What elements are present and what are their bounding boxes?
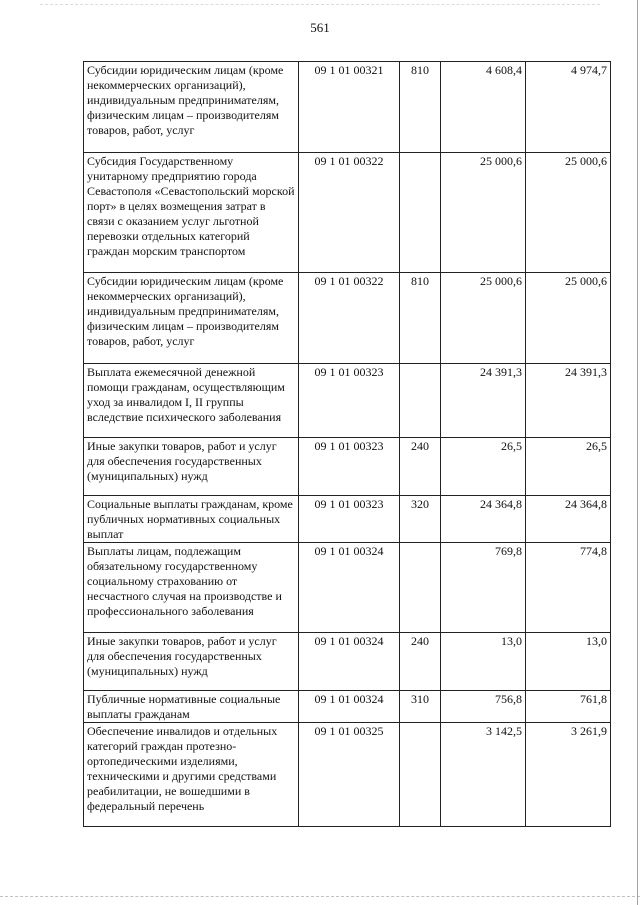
row-value-2: 25 000,6 [526, 273, 611, 364]
row-name: Выплаты лицам, подлежащим обязательному государственному социальному страхованию от несчастного случая на производстве и профессионального заболевания [84, 543, 299, 633]
row-value-1: 4 608,4 [441, 62, 526, 153]
row-value-1: 24 364,8 [441, 496, 526, 543]
row-name: Субсидии юридическим лицам (кроме некоммерческих организаций), индивидуальным предпринимателям, физическим лицам – производителям товаров, работ, услуг [84, 273, 299, 364]
table-row [84, 438, 611, 496]
row-value-2: 13,0 [526, 633, 611, 691]
row-value-2: 24 391,3 [526, 364, 611, 438]
row-name: Иные закупки товаров, работ и услуг для обеспечения государственных (муниципальных) нужд [84, 438, 299, 496]
scan-page-edge [637, 0, 638, 905]
row-code: 09 1 01 00321 [299, 62, 400, 153]
row-expense-type: 810 [400, 273, 441, 364]
row-value-2: 3 261,9 [526, 723, 611, 827]
row-expense-type: 320 [400, 496, 441, 543]
row-value-1: 25 000,6 [441, 153, 526, 273]
table-row [84, 543, 611, 633]
row-code: 09 1 01 00325 [299, 723, 400, 827]
table-row [84, 723, 611, 827]
row-expense-type [400, 723, 441, 827]
row-expense-type: 240 [400, 633, 441, 691]
row-value-1: 25 000,6 [441, 273, 526, 364]
row-name: Субсидии юридическим лицам (кроме некоммерческих организаций), индивидуальным предпринимателям, физическим лицам – производителям товаров, работ, услуг [84, 62, 299, 153]
row-value-1: 769,8 [441, 543, 526, 633]
scan-artifact-top [40, 4, 600, 8]
row-code: 09 1 01 00324 [299, 633, 400, 691]
row-expense-type [400, 543, 441, 633]
scan-artifact-bottom [0, 896, 640, 898]
table-row [84, 633, 611, 691]
row-code: 09 1 01 00323 [299, 496, 400, 543]
row-code: 09 1 01 00322 [299, 273, 400, 364]
row-code: 09 1 01 00323 [299, 438, 400, 496]
row-code: 09 1 01 00322 [299, 153, 400, 273]
table-row [84, 153, 611, 273]
row-value-2: 26,5 [526, 438, 611, 496]
row-value-2: 24 364,8 [526, 496, 611, 543]
row-expense-type: 240 [400, 438, 441, 496]
table-row [84, 273, 611, 364]
row-code: 09 1 01 00324 [299, 691, 400, 723]
row-name: Выплата ежемесячной денежной помощи гражданам, осуществляющим уход за инвалидом I, II группы вследствие психического заболевания [84, 364, 299, 438]
table-row [84, 691, 611, 723]
row-value-2: 761,8 [526, 691, 611, 723]
row-name: Обеспечение инвалидов и отдельных категорий граждан протезно-ортопедическими изделиями, техническими и другими средствами реабилитации, не вошедшими в федеральный перечень [84, 723, 299, 827]
row-value-2: 774,8 [526, 543, 611, 633]
row-name: Субсидия Государственному унитарному предприятию города Севастополя «Севастопольский морской порт» в целях возмещения затрат в связи с оказанием услуг льготной перевозки отдельных категорий граждан морским транспортом [84, 153, 299, 273]
row-value-1: 3 142,5 [441, 723, 526, 827]
row-code: 09 1 01 00324 [299, 543, 400, 633]
row-value-1: 26,5 [441, 438, 526, 496]
row-name: Публичные нормативные социальные выплаты гражданам [84, 691, 299, 723]
budget-table [83, 61, 611, 827]
row-value-2: 25 000,6 [526, 153, 611, 273]
row-value-2: 4 974,7 [526, 62, 611, 153]
row-value-1: 24 391,3 [441, 364, 526, 438]
table-row [84, 62, 611, 153]
row-name: Иные закупки товаров, работ и услуг для обеспечения государственных (муниципальных) нужд [84, 633, 299, 691]
row-name: Социальные выплаты гражданам, кроме публичных нормативных социальных выплат [84, 496, 299, 543]
table-row [84, 496, 611, 543]
row-expense-type: 810 [400, 62, 441, 153]
row-expense-type: 310 [400, 691, 441, 723]
row-code: 09 1 01 00323 [299, 364, 400, 438]
row-value-1: 756,8 [441, 691, 526, 723]
table-row [84, 364, 611, 438]
row-expense-type [400, 364, 441, 438]
row-value-1: 13,0 [441, 633, 526, 691]
row-expense-type [400, 153, 441, 273]
page-number: 561 [310, 20, 330, 35]
